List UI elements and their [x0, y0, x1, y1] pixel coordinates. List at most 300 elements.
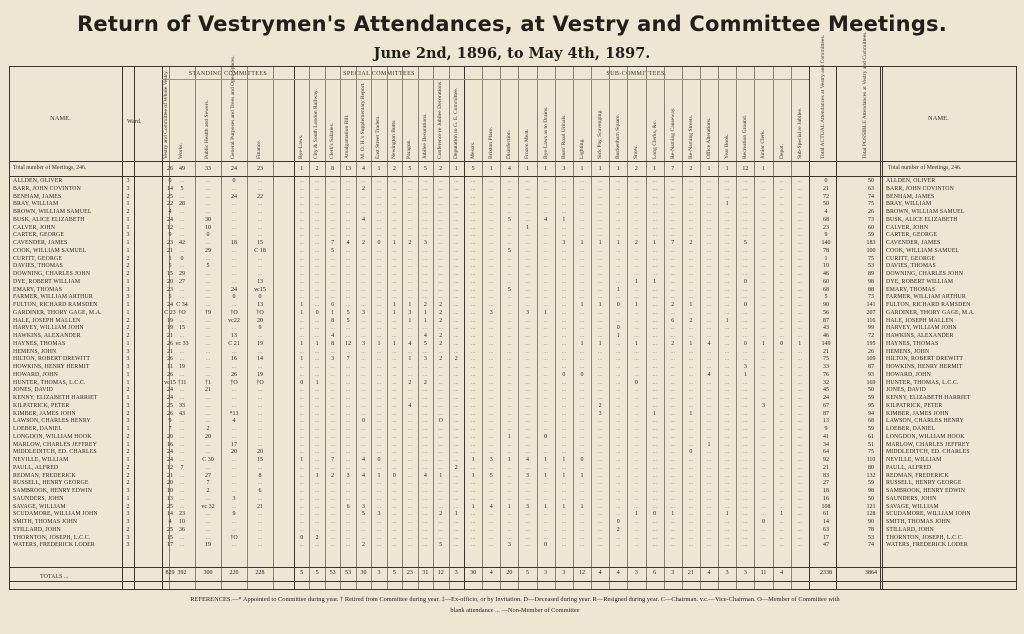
attendance-cell: ... — [314, 542, 320, 549]
table-row — [10, 225, 1016, 233]
attendance-cell: ... — [438, 534, 444, 541]
attendance-cell: 1 — [315, 340, 319, 347]
totals-cell: 5 — [392, 570, 396, 576]
references-line-1: REFERENCES.—* Appointed to Committee during year. † Retired from Committee during year. ‡—Ex-officio, or by Invitation. D—Deceased during year. R—Resigned during year. C—Chairman. v.c.—Vice-Chairman. O—Member of Committee with — [190, 596, 840, 603]
attendance-cell: ... — [438, 325, 444, 332]
member-name-right: CARTER, GEORGE — [886, 232, 938, 239]
total-actual-cell: 92 — [823, 457, 829, 463]
attendance-cell: ... — [724, 464, 730, 471]
attendance-cell: ... — [453, 449, 459, 456]
attendance-cell: ... — [724, 542, 730, 549]
attendance-cell: ... — [314, 395, 320, 401]
attendance-cell: ... — [724, 402, 730, 409]
attendance-cell: ... — [543, 356, 548, 363]
attendance-cell: ... — [299, 224, 304, 231]
attendance-cell: ... — [376, 495, 382, 502]
attendance-cell: ... — [470, 364, 476, 370]
meetings-count-cell: 1 — [761, 166, 765, 172]
attendance-cell: ... — [507, 193, 512, 200]
total-actual-cell: 21 — [823, 464, 829, 471]
attendance-cell: 2 — [439, 309, 443, 316]
attendance-cell: ... — [743, 387, 748, 394]
member-name-right: DYE, ROBERT WILLIAM — [886, 278, 954, 285]
ward-cell: 2 — [126, 472, 130, 479]
attendance-cell: 1 — [300, 302, 304, 308]
meetings-count-cell: 1 — [707, 166, 711, 172]
attendance-cell: ... — [634, 402, 639, 409]
attendance-cell: ... — [688, 511, 694, 518]
attendance-cell: ... — [652, 519, 657, 525]
table-row — [10, 186, 1016, 194]
attendance-cell: ... — [670, 402, 675, 409]
attendance-cell: ... — [330, 263, 335, 270]
attendance-cell: 6 — [671, 317, 675, 324]
total-actual-cell: 9 — [824, 426, 828, 432]
attendance-cell: 3 — [526, 503, 529, 510]
attendance-cell: ... — [299, 441, 304, 448]
attendance-cell: ... — [634, 449, 639, 456]
attendance-cell: 3 — [489, 457, 493, 463]
attendance-cell: ... — [423, 387, 428, 394]
attendance-cell: ... — [205, 395, 211, 401]
total-actual-cell: 46 — [823, 271, 829, 277]
attendance-cell: 1 — [408, 356, 412, 363]
total-possible-cell: 73 — [868, 294, 874, 301]
attendance-cell: 3 — [362, 309, 366, 316]
totals-cell: 392 — [177, 570, 187, 576]
attendance-cell: ... — [345, 271, 351, 277]
attendance-cell: †O — [230, 309, 238, 316]
attendance-cell: 0 — [392, 472, 396, 479]
attendance-cell: ... — [299, 449, 304, 456]
table-row — [10, 325, 1016, 333]
attendance-cell: ... — [314, 247, 320, 254]
total-possible-cell: 53 — [868, 263, 874, 270]
attendance-cell: ... — [231, 519, 237, 525]
attendance-cell: 19 — [179, 364, 185, 370]
ward-cell: 2 — [126, 271, 130, 277]
attendance-cell: 3 — [346, 472, 350, 479]
attendance-cell: ... — [525, 294, 530, 301]
attendance-cell: ... — [314, 216, 320, 223]
totals-cell: 300 — [203, 570, 213, 576]
attendance-cell: ... — [597, 178, 603, 184]
attendance-cell: 23 — [179, 511, 185, 518]
attendance-cell: ... — [579, 364, 585, 370]
attendance-cell: ... — [743, 395, 748, 401]
member-name-right: REDMAN, FREDERICK — [886, 472, 949, 479]
attendance-cell: ... — [314, 302, 320, 308]
attendance-cell: ... — [179, 286, 185, 293]
attendance-cell: ... — [423, 418, 428, 425]
attendance-cell: ... — [345, 480, 351, 487]
attendance-cell: ... — [407, 534, 413, 541]
attendance-cell: ... — [231, 302, 237, 308]
attendance-cell: ... — [330, 348, 335, 355]
attendance-cell: ... — [330, 294, 335, 301]
meetings-count-cell: 24 — [231, 166, 237, 172]
attendance-cell: ... — [634, 441, 639, 448]
attendance-cell: 20 — [205, 433, 211, 440]
attendance-cell: 4 — [423, 333, 427, 339]
attendance-cell: ... — [561, 333, 567, 339]
attendance-cell: 0 — [580, 457, 584, 463]
attendance-cell: ... — [561, 263, 567, 270]
attendance-cell: ... — [453, 402, 459, 409]
attendance-cell: ... — [761, 302, 766, 308]
attendance-cell: ... — [453, 185, 459, 192]
vestry-cell: 1 — [168, 255, 172, 262]
attendance-cell: ... — [670, 247, 675, 254]
attendance-cell: ... — [652, 302, 657, 308]
attendance-cell: 0 — [362, 418, 366, 425]
attendance-cell: ... — [706, 325, 712, 332]
attendance-cell: ... — [231, 255, 237, 262]
attendance-cell: ... — [724, 426, 730, 432]
member-name: ALLDEN, OLIVER — [13, 178, 63, 184]
meetings-count-cell: 1 — [377, 166, 381, 172]
total-possible-cell: 50 — [868, 387, 874, 394]
attendance-cell: ... — [616, 379, 621, 386]
attendance-cell: ... — [392, 356, 397, 363]
meetings-count-cell: 1 — [489, 166, 493, 172]
attendance-cell: ... — [761, 309, 766, 316]
table-row — [10, 473, 1016, 481]
attendance-cell: ... — [634, 232, 639, 239]
attendance-cell: ... — [345, 534, 351, 541]
total-actual-cell: 90 — [823, 302, 829, 308]
attendance-cell: 7 — [180, 464, 184, 471]
attendance-cell: ... — [488, 371, 494, 378]
attendance-cell: ... — [724, 278, 730, 285]
attendance-cell: ... — [345, 216, 351, 223]
total-actual-cell: 87 — [823, 410, 829, 417]
attendance-cell: 2 — [408, 240, 412, 246]
attendance-cell: ... — [299, 371, 304, 378]
attendance-cell: ... — [299, 387, 304, 394]
total-possible-cell: 61 — [868, 433, 874, 440]
meetings-count-cell: 2 — [315, 166, 319, 172]
attendance-cell: ... — [257, 263, 263, 270]
attendance-cell: †1 — [205, 379, 211, 386]
attendance-cell: ... — [376, 193, 382, 200]
attendance-cell: 1 — [562, 216, 566, 223]
attendance-cell: ... — [579, 418, 585, 425]
attendance-cell: ... — [205, 441, 211, 448]
total-actual-cell: 5 — [824, 294, 828, 301]
attendance-cell: ... — [507, 511, 512, 518]
attendance-cell: ... — [688, 519, 694, 525]
vestry-cell: 26 — [167, 340, 173, 347]
attendance-cell: 24 — [231, 193, 237, 200]
total-possible-cell: 53 — [868, 534, 874, 541]
attendance-cell: ... — [761, 495, 766, 502]
attendance-cell: ... — [453, 526, 459, 533]
attendance-cell: ... — [470, 325, 476, 332]
attendance-cell: ... — [670, 278, 675, 285]
attendance-cell: ... — [423, 286, 428, 293]
attendance-cell: ... — [507, 309, 512, 316]
attendance-cell: ... — [376, 209, 382, 215]
totals-cell: 4 — [598, 570, 602, 576]
attendance-cell: ... — [797, 185, 802, 192]
attendance-cell: ... — [257, 271, 263, 277]
attendance-cell: ... — [797, 426, 802, 432]
vestry-cell: 12 — [167, 224, 173, 231]
attendance-cell: ... — [525, 402, 530, 409]
attendance-cell: ... — [779, 526, 784, 533]
table-row — [10, 426, 1016, 434]
ward-cell: 3 — [126, 542, 130, 549]
attendance-cell: ... — [688, 247, 694, 254]
attendance-cell: ... — [423, 542, 428, 549]
attendance-cell: ... — [314, 495, 320, 502]
attendance-cell: 2 — [331, 472, 335, 479]
attendance-cell: ... — [652, 402, 657, 409]
attendance-cell: ... — [616, 495, 621, 502]
vestry-cell: 25 — [167, 503, 173, 510]
attendance-cell: ... — [597, 263, 603, 270]
attendance-cell: ... — [779, 441, 784, 448]
attendance-cell: ... — [407, 278, 413, 285]
attendance-cell: ... — [361, 317, 366, 324]
meetings-count-cell: 1 — [454, 166, 458, 172]
attendance-cell: ... — [407, 433, 413, 440]
attendance-cell: ... — [761, 178, 766, 184]
attendance-cell: ... — [423, 495, 428, 502]
attendance-cell: ... — [299, 216, 304, 223]
table-row — [10, 248, 1016, 256]
attendance-cell: ... — [299, 317, 304, 324]
attendance-cell: ... — [561, 317, 567, 324]
special-column-header: Newington Butts. — [390, 119, 397, 159]
attendance-cell: ... — [634, 395, 639, 401]
attendance-cell: ... — [743, 232, 748, 239]
attendance-cell: ... — [724, 534, 730, 541]
attendance-cell: ... — [797, 511, 802, 518]
ward-cell: 1 — [126, 247, 130, 254]
attendance-cell: ... — [488, 317, 494, 324]
attendance-cell: ... — [543, 271, 548, 277]
attendance-cell: ... — [543, 480, 548, 487]
attendance-cell: ... — [724, 433, 730, 440]
attendance-cell: ... — [470, 395, 476, 401]
total-actual-cell: 27 — [823, 480, 829, 487]
attendance-cell: ... — [507, 418, 512, 425]
attendance-cell: 0 — [300, 534, 304, 541]
member-name: RUSSELL, HENRY GEORGE — [13, 480, 89, 487]
attendance-cell: ... — [579, 542, 585, 549]
attendance-cell: ... — [330, 224, 335, 231]
attendance-cell: ... — [361, 209, 366, 215]
attendance-cell: 0 — [761, 519, 765, 525]
attendance-cell: ... — [507, 178, 512, 184]
attendance-cell: ... — [543, 418, 548, 425]
attendance-cell: ... — [579, 387, 585, 394]
attendance-cell: ... — [407, 395, 413, 401]
attendance-cell: 0 — [232, 294, 236, 301]
attendance-cell: ... — [257, 495, 263, 502]
attendance-cell: ... — [597, 480, 603, 487]
attendance-cell: ... — [470, 216, 476, 223]
special-column-header: M. O. H.'s Supplementary Report. — [359, 82, 366, 159]
attendance-cell: ... — [688, 371, 694, 378]
attendance-cell: ... — [525, 511, 530, 518]
table-row — [10, 356, 1016, 364]
attendance-cell: ... — [779, 255, 784, 262]
attendance-cell: ... — [761, 348, 766, 355]
attendance-cell: ... — [579, 495, 585, 502]
attendance-cell: ... — [453, 232, 459, 239]
attendance-cell: ... — [761, 209, 766, 215]
member-name: CARTER, GEORGE — [13, 232, 65, 239]
attendance-cell: ... — [376, 433, 382, 440]
special-column-header: City & South London Railway. — [313, 89, 320, 159]
attendance-cell: †O — [230, 534, 238, 541]
total-actual-cell: 63 — [823, 526, 829, 533]
attendance-cell: ... — [205, 364, 211, 370]
attendance-cell: ... — [376, 418, 382, 425]
total-actual-cell: 18 — [823, 488, 829, 494]
ward-cell: 1 — [126, 426, 130, 432]
attendance-cell: ... — [543, 240, 548, 246]
attendance-cell: ... — [392, 488, 397, 494]
table-row — [10, 294, 1016, 302]
attendance-cell: ... — [345, 418, 351, 425]
attendance-cell: ... — [314, 271, 320, 277]
attendance-cell: ... — [345, 464, 351, 471]
vestry-cell: 24 — [167, 449, 173, 456]
attendance-cell: ... — [579, 209, 585, 215]
attendance-cell: 18 — [231, 240, 237, 246]
attendance-cell: ... — [706, 488, 712, 494]
attendance-cell: ... — [761, 185, 766, 192]
attendance-cell: ... — [470, 247, 476, 254]
attendance-cell: ... — [706, 348, 712, 355]
standing-column-header: Works. — [178, 143, 184, 159]
attendance-cell: ... — [724, 209, 730, 215]
member-name: HAWKINS, ALEXANDER — [13, 333, 81, 339]
attendance-cell: ... — [453, 441, 459, 448]
attendance-cell: ... — [724, 495, 730, 502]
attendance-cell: 4 — [423, 472, 427, 479]
attendance-cell: ... — [438, 464, 444, 471]
attendance-cell: 2 — [689, 240, 693, 246]
attendance-cell: 22 — [257, 193, 263, 200]
attendance-cell: ... — [376, 488, 382, 494]
attendance-cell: ... — [579, 263, 585, 270]
attendance-cell: ... — [761, 263, 766, 270]
attendance-cell: ... — [507, 364, 512, 370]
attendance-cell: ... — [205, 271, 211, 277]
attendance-cell: ... — [670, 333, 675, 339]
attendance-cell: ... — [616, 542, 621, 549]
attendance-cell: 0 — [206, 232, 210, 239]
attendance-cell: ... — [543, 185, 548, 192]
attendance-cell: ... — [579, 294, 585, 301]
attendance-cell: ... — [376, 201, 382, 208]
table-row — [10, 542, 1016, 550]
attendance-cell: ... — [652, 340, 657, 347]
attendance-cell: ... — [597, 371, 603, 378]
attendance-cell: ... — [231, 278, 237, 285]
totals-cell: 3 — [377, 570, 381, 576]
attendance-cell: ... — [724, 294, 730, 301]
attendance-cell: ... — [438, 255, 444, 262]
attendance-cell: ... — [392, 534, 397, 541]
attendance-cell: ... — [488, 348, 494, 355]
attendance-cell: ... — [561, 286, 567, 293]
attendance-cell: ... — [525, 185, 530, 192]
attendance-cell: ... — [688, 387, 694, 394]
attendance-cell: ... — [314, 402, 320, 409]
attendance-cell: ... — [652, 387, 657, 394]
attendance-cell: ... — [597, 325, 603, 332]
attendance-cell: 9 — [258, 325, 262, 332]
attendance-cell: ... — [470, 224, 476, 231]
attendance-cell: ... — [670, 495, 675, 502]
attendance-cell: ... — [205, 302, 211, 308]
attendance-cell: ... — [779, 387, 784, 394]
attendance-cell: ... — [597, 286, 603, 293]
total-actual-cell: 87 — [823, 317, 829, 324]
attendance-cell: 29 — [205, 247, 211, 254]
member-name: GARDINER, THORY GAGE, M.A. — [13, 309, 102, 316]
attendance-cell: ... — [470, 464, 476, 471]
standing-committees-header: STANDING COMMITTEES — [188, 71, 268, 77]
attendance-cell: 7 — [346, 356, 350, 363]
attendance-cell: ... — [438, 263, 444, 270]
member-name: CALVER, JOHN — [13, 224, 56, 231]
attendance-cell: ... — [634, 503, 639, 510]
attendance-cell: ... — [543, 247, 548, 254]
attendance-cell: ... — [525, 480, 530, 487]
attendance-cell: 2 — [689, 317, 693, 324]
sub-column-header: Lighting. — [578, 138, 585, 159]
standing-column-header: Finance. — [256, 139, 262, 159]
total-actual-cell: 14 — [823, 519, 829, 525]
attendance-cell: ... — [314, 356, 320, 363]
attendance-cell: ... — [634, 325, 639, 332]
attendance-cell: ... — [470, 410, 476, 417]
attendance-cell: ... — [597, 348, 603, 355]
meetings-count-cell: 1 — [598, 166, 602, 172]
attendance-cell: ... — [488, 418, 494, 425]
total-possible-cell: 141 — [866, 302, 876, 308]
attendance-cell: ... — [561, 488, 567, 494]
attendance-cell: ... — [670, 309, 675, 316]
attendance-cell: ... — [361, 201, 366, 208]
attendance-cell: ... — [543, 526, 548, 533]
attendance-cell: ... — [376, 542, 382, 549]
attendance-cell: ... — [706, 356, 712, 363]
attendance-cell: ... — [438, 224, 444, 231]
attendance-cell: ... — [743, 534, 748, 541]
attendance-cell: ... — [779, 201, 784, 208]
attendance-cell: ... — [330, 449, 335, 456]
meetings-count-cell: 23 — [257, 166, 263, 172]
sub-column-header: Re-Naming Streets. — [687, 114, 694, 159]
attendance-cell: ... — [205, 519, 211, 525]
attendance-cell: 1 — [725, 201, 729, 208]
attendance-cell: ... — [438, 185, 444, 192]
attendance-cell: ... — [652, 294, 657, 301]
attendance-cell: ... — [330, 488, 335, 494]
attendance-cell: ... — [453, 201, 459, 208]
attendance-cell: ... — [652, 271, 657, 277]
attendance-cell: ... — [205, 410, 211, 417]
attendance-cell: 10 — [205, 224, 211, 231]
